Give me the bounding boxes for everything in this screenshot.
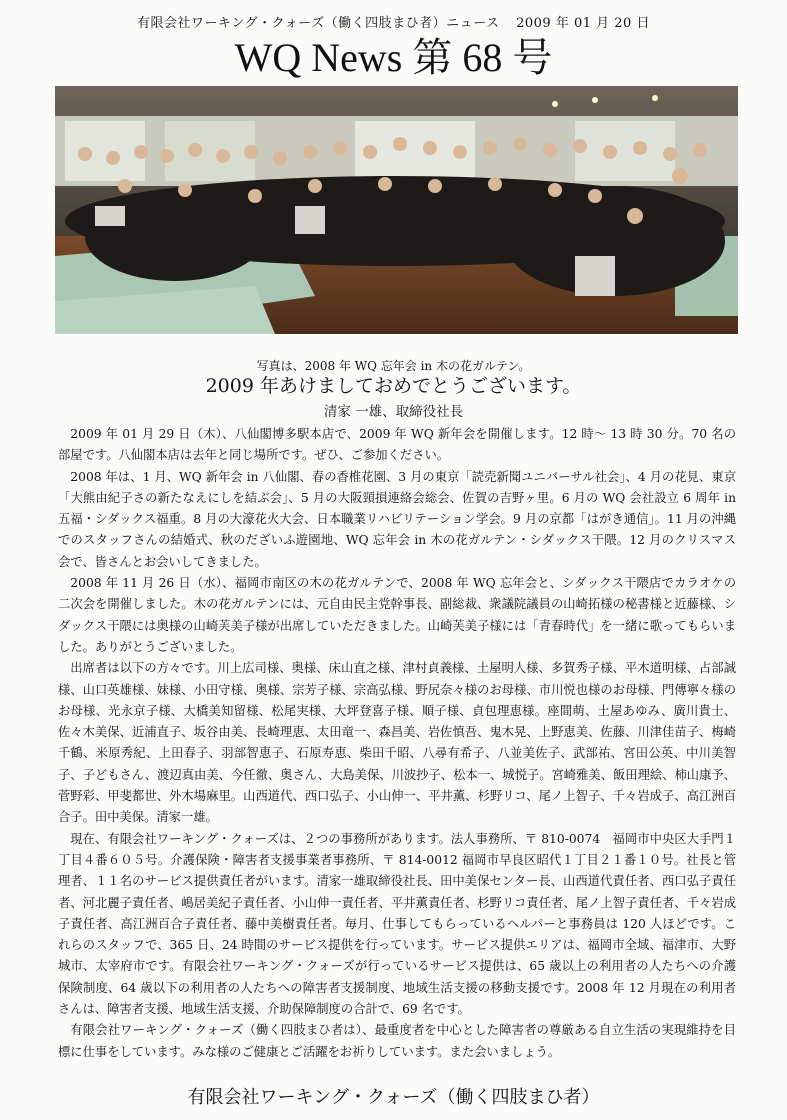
masthead-title: WQ News 第 68 号 xyxy=(234,35,553,80)
newsletter-header xyxy=(0,12,787,31)
group-photo xyxy=(55,86,738,334)
paragraph-2008-events: 2008 年は、1 月、WQ 新年会 in 八仙閣、春の香椎花園、3 月の東京「読売新聞ユニバーサル社会」、4 月の花見、東京「大熊由紀子さの新たなえにしを結ぶ会」、5 月の大阪頸損連絡会総会、佐賀の吉野ヶ里。6 月の WQ 会社設立 6 周年 in 五福・シダックス福重。8 月の大濠花火大会、日本職業リハビリテーション学会。9 月の京都「はがき通信」。11 月の沖縄でのスタッフさんの結婚式、秋のだざいふ遊園地、WQ 忘年会 in 木の花ガルテン・シダックス干隈。12 月のクリスマス会で、皆さんとお会いしてきました。 xyxy=(58,469,736,569)
paragraph-new-year-party: 2009 年 01 月 29 日（木）、八仙閣博多駅本店で、2009 年 WQ 新年会を開催します。12 時～ 13 時 30 分。70 名の部屋です。八仙閣本店は去年と同じ場所です。ぜひ、ご参加ください。 xyxy=(58,427,736,463)
new-year-greeting: 2009 年あけましておめでとうございます。 xyxy=(205,375,582,397)
article-author: 清家 一雄、取締役社長 xyxy=(323,404,464,420)
photo-caption: 写真は、2008 年 WQ 忘年会 in 木の花ガルテン。 xyxy=(256,359,531,373)
article-body xyxy=(58,424,736,1063)
paragraph-company-info: 現在、有限会社ワーキング・クォーズは、２つの事務所があります。法人事務所、〒 810-0074 福岡市中央区大手門１丁目４番６０５号。介護保険・障害者支援事業者事務所、〒 814-0012 福岡市早良区昭代１丁目２１番１０号。社長と管理者、１１名のサービス提供責任者がいます。清家一雄取締役社長、田中美保センター長、山西道代責任者、西口弘子責任者、河北麗子責任者、嶋居美紀子責任者、小山伸一責任者、平井薫責任者、杉野リコ責任者、尾ノ上智子責任者、千々岩成子責任者、高江洲百合子責任者、藤中美樹責任者。毎月、仕事してもらっているヘルパーと事務員は 120 人ほどです。これらのスタッフで、365 日、24 時間のサービス提供を行っています。サービス提供エリアは、福岡市全域、福津市、大野城市、太宰府市です。有限会社ワーキング・クォーズが行っているサービス提供は、65 歳以上の利用者の人たちへの介護保険制度、64 歳以下の利用者の人たちへの障害者支援制度、地域生活支援の移動支援です。2008 年 12 月現在の利用者さんは、障害者支援、地域生活支援、介助保障制度の合計で、69 名です。 xyxy=(58,831,736,1017)
company-name: 有限会社ワーキング・クォーズ（働く四肢まひ者）ニュース xyxy=(137,16,500,31)
paragraph-attendees: 出席者は以下の方々です。川上広司様、奥様、床山直之様、津村貞義様、土屋明人様、多賀秀子様、平木道明様、占部誠様、山口英雄様、妹様、小田守様、奥様、宗芳子様、宗高弘様、野尻奈々様のお母様、市川悦也様のお母様、門傳寧々様のお母様、光永京子様、大橋美知留様、松尾実様、大坪登喜子様、順子様、貞包理恵様。座間萌、土屋あゆみ、廣川貴士、佐々木美保、近浦直子、坂谷由美、長崎理恵、太田竜一、森昌美、岩佐慎吾、鬼木晃、上野恵美、佐藤、川津佳苗子、梅崎千鶴、米原秀紀、上田春子、羽部智恵子、石原寿恵、柴田千昭、八尋有希子、八並美佐子、武部祐、宮田公英、中川美智子、子どもさん、渡辺真由美、今任徹、奥さん、大島美保、川波抄子、松本一、城悦子。宮崎雅美、飯田理絵、柿山康予、菅野彩、甲斐都世、外木場麻里。山西道代、西口弘子、小山伸一、平井薫、杉野リコ、尾ノ上智子、千々岩成子、高江洲百合子。田中美保。清家一雄。 xyxy=(58,661,736,825)
issue-date: 2009 年 01 月 20 日 xyxy=(516,16,650,31)
footer-company: 有限会社ワーキング・クォーズ（働く四肢まひ者） xyxy=(187,1087,600,1108)
paragraph-closing: 有限会社ワーキング・クォーズ（働く四肢まひ者は）、最重度者を中心とした障害者の尊厳ある自立生活の実現維持を目標に仕事をしています。みな様のご健康とご活躍をお祈りしています。また会いましょう。 xyxy=(58,1023,736,1059)
group-photo-illustration xyxy=(55,86,738,334)
paragraph-year-end-party: 2008 年 11 月 26 日（水）、福岡市南区の木の花ガルテンで、2008 年 WQ 忘年会と、シダックス干隈店でカラオケの二次会を開催しました。木の花ガルテンには、元自由民主党幹事長、副総裁、衆議院議員の山崎拓様の秘書様と近藤様、シダックス干隈には奥様の山崎芙美子様が出席していただきました。山崎芙美子様には「青春時代」を一緒に歌ってもらいました。ありがとうございました。 xyxy=(58,576,736,654)
